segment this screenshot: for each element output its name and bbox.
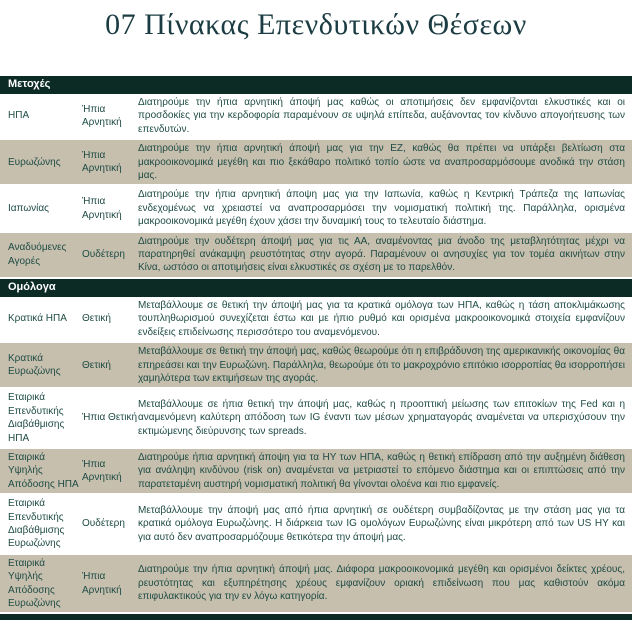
row-stance: Ήπια Αρνητική — [82, 571, 122, 596]
row-asset-label: Αναδυόμενες Αγορές — [8, 242, 67, 267]
row-description: Διατηρούμε την ουδέτερη άποψή μας για τις ΑΑ, αναμένοντας μια άνοδο της μεταβλητότητας μέχρι να παρατηρηθεί ανάκαμψη ρευστότητας στην αγορά. Παραμένουν οι ανησυχίες για τον τομέα ακινήτων στην Κίνα, ωστόσο οι αποτιμήσεις είναι ελκυστικές σε σχέση με το παρελθόν. — [138, 235, 625, 274]
row-stance: Θετική — [82, 313, 111, 325]
row-description: Διατηρούμε την ήπια αρνητική άποψη μας για την Ιαπωνία, καθώς η Κεντρική Τράπεζα της Ιαπωνίας ενδεχομένως να χρειαστεί να αναπροσαρμόσει την νομισματική πολιτική της. Παράλληλα, ορισμένα μακροοικονομικά μεγέθη έχουν χάσει την δυναμική τους το τελευταίο διάστημα. — [138, 189, 625, 228]
section-header: Ομόλογα — [0, 279, 632, 297]
page-title: 07 Πίνακας Επενδυτικών Θέσεων — [105, 8, 527, 41]
row-description: Διατηρούμε την ήπια αρνητική άποψή μας για την ΕΖ, καθώς θα πρέπει να υπάρξει βελτίωση στα μακροοικονομικά μεγέθη και πιο ξεκάθαρο πολιτικό τοπίο ώστε να αναπροσαρμόσουμε ανοδικά την στάση μας. — [138, 143, 625, 182]
row-description: Διατηρούμε την ήπια αρνητική άποψή μας. Διάφορα μακροοικονομικά μεγέθη και ορισμένοι δείκτες χρέους, ρευστότητας και εξυπηρέτησης χρέους εμφανίζουν οριακή επιδείνωση που μας καθιστούν ακόμα επιφυλακτικούς για την εν λόγω κατηγορία. — [138, 564, 625, 603]
row-asset-label: Κρατικά ΗΠΑ — [8, 313, 67, 325]
row-asset-label: Εταιρικά Υψηλής Απόδοσης Ευρωζώνης — [8, 557, 61, 609]
row-stance: Ήπια Αρνητική — [82, 103, 122, 129]
table-row — [0, 186, 632, 232]
row-description: Μεταβάλλουμε σε θετική την άποψή μας για τα κρατικά ομόλογα των ΗΠΑ, καθώς η τάση αποκλιμάκωσης τουπληθωρισμού συνεχίζεται έστω και με ήπιο ρυθμό και ορισμένα μακροοικονομικά στοιχεία εμφανίζουν ενδείξεις επιδείνωσης περισσότερο του αναμενόμενου. — [138, 299, 625, 338]
row-asset-label: Ευρωζώνης — [8, 156, 61, 168]
bottom-divider-bar — [0, 614, 632, 620]
row-asset-label: Εταιρικά Επενδυτικής Διαβάθμισης ΗΠΑ — [8, 392, 65, 444]
table-row — [0, 389, 632, 449]
positions-table — [0, 76, 632, 614]
row-stance: Ουδέτερη — [82, 518, 125, 530]
row-stance: Ουδέτερη — [82, 249, 125, 261]
row-stance: Ήπια Αρνητική — [82, 149, 122, 175]
row-stance: Θετική — [82, 359, 111, 371]
section-header: Μετοχές — [0, 76, 632, 94]
row-stance: Ήπια Αρνητική — [82, 196, 122, 221]
table-row — [0, 94, 632, 140]
row-asset-label: Εταιρικά Υψηλής Απόδοσης ΗΠΑ — [8, 451, 79, 490]
table-row — [0, 297, 632, 343]
table-row — [0, 449, 632, 495]
table-row — [0, 343, 632, 389]
row-asset-label: Κρατικά Ευρωζώνης — [8, 352, 61, 378]
row-stance: Ήπια Αρνητική — [82, 458, 122, 484]
row-asset-label: ΗΠΑ — [8, 110, 30, 122]
table-row — [0, 233, 632, 279]
row-description: Διατηρούμε ήπια αρνητική άποψη για τα HY των ΗΠΑ, καθώς η θετική επίδραση από την αυξημένη διάθεση για ανάληψη κινδύνου (risk on) αναμένεται να μετριαστεί το επόμενο διάστημα και οι επιπτώσεις από την παρατεταμένη αυστηρή νομισματική πολιτική θα γίνονται ολοένα και πιο εμφανείς. — [138, 451, 625, 490]
row-asset-label: Ιαπωνίας — [8, 202, 49, 214]
row-description: Μεταβάλλουμε σε ήπια θετική την άποψή μας, καθώς η προοπτική μείωσης των επιτοκίων της Fed και η αναμενόμενη καλύτερη απόδοση των IG έναντι των μέσων χρηματαγοράς αναμένεται να υπερισχύσουν την εκτιμώμενης διεύρυνσης των spreads. — [138, 399, 625, 437]
row-asset-label: Εταιρικά Επενδυτικής Διαβάθμισης Ευρωζώνης — [8, 498, 65, 550]
row-description: Μεταβάλλουμε την άποψή μας από ήπια αρνητική σε ουδέτερη συμβαδίζοντας με την στάση μας για τα κρατικά ομόλογα Ευρωζώνης. Η διάρκεια των IG ομολόγων Ευρωζώνης είναι μικρότερη από των US HY και για αυτό δεν αναπροσαρμόζουμε θετικότερα την άποψή μας. — [138, 504, 625, 543]
row-description: Μεταβάλλουμε σε θετική την άποψή μας, καθώς θεωρούμε ότι η επιβράδυνση της αμερικανικής οικονομίας θα επηρεάσει και την Ευρωζώνη. Παράλληλα, θεωρούμε ότι το μακροχρόνιο επιτόκιο ισορροπίας θα ισορροπήσει χαμηλότερα των εκτιμήσεων της αγοράς. — [138, 346, 625, 384]
row-stance: Ήπια Θετική — [82, 412, 138, 424]
table-row — [0, 495, 632, 555]
table-row — [0, 555, 632, 615]
table-row — [0, 140, 632, 186]
row-description: Διατηρούμε την ήπια αρνητική άποψή μας καθώς οι αποτιμήσεις δεν εμφανίζονται ελκυστικές και οι προσδοκίες για την κερδοφορία παραμένουν σε υψηλά επίπεδα, αυξάνοντας τον κίνδυνο απογοήτευσης των επενδυτών. — [138, 97, 625, 135]
